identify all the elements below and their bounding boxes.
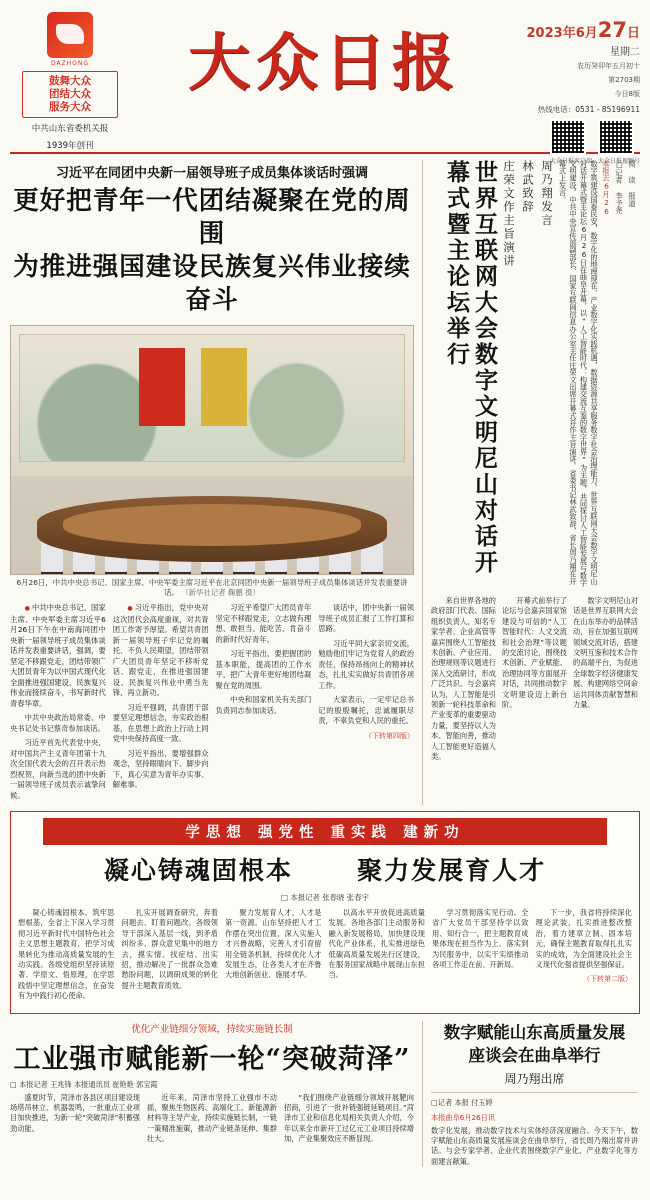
bottom-headline: 工业强市赋能新一轮“突破菏泽”: [13, 1043, 411, 1075]
slogan-box: [22, 71, 118, 118]
paragraph: 习近平希望广大团员青年坚定不移跟党走，立志做有理想、敢担当、能吃苦、肯奋斗的新时代好青年。: [215, 603, 312, 644]
paragraph: 盛夏时节，菏泽市各县区项目建设现场塔吊林立、机器轰鸣，一批重点工业项目加快推进，为新一轮“突破菏泽”积蓄强劲动能。: [10, 1092, 140, 1133]
paragraph: 数字文明尼山对话是世界互联网大会在山东举办的品牌活动，旨在加强互联网领域交流对话，搭建文明互鉴和技术合作的高端平台，为促进全球数字经济健康发展、构建网络空间命运共同体贡献智慧和力量。: [573, 596, 638, 710]
slogan-line-3: 服务大众: [49, 101, 91, 113]
masthead-center: [130, 8, 518, 100]
secondary-body-column-2: [502, 596, 567, 767]
secondary-body: [431, 596, 638, 767]
newspaper-logo-icon: [47, 12, 93, 58]
paragraph: 以高水平开放促进高质量发展。各地各部门主动服务和融入新发展格局，加快建设现代化产业体系，扎实推进绿色低碳高质量发展先行区建设，在服务国家战略中展现山东担当。: [328, 908, 425, 980]
paragraph: 开幕式前举行了论坛与会嘉宾国家馆建设与可信的“人工智能时代：人文交流和社会治理”等议题的交流讨论，围绕技术创新、产业赋能、治理协同等方面展开对话，共同推动数字文明建设迈上新台阶。: [502, 596, 567, 710]
secondary-credit-2: 阅 读 报道: [628, 160, 637, 207]
paper-title: 大众日报: [187, 26, 460, 99]
caption-source: （新华社记者 鞠鹏 摄）: [181, 588, 260, 597]
feature-headline: [18, 851, 632, 887]
masthead-org: 中共山东省委机关报: [31, 124, 109, 134]
feature-column-2: [122, 908, 219, 1006]
hotline-text: 热线电话：0531 - 85196911: [537, 105, 640, 114]
masthead-founded: 1939年创刊: [46, 141, 94, 151]
paragraph: 中央和国家机关有关部门负责同志参加谈话。: [215, 695, 312, 715]
bottom-column-3: [284, 1093, 414, 1147]
masthead-left: [10, 8, 130, 152]
qr-video-caption: 大众日报视频号: [597, 158, 640, 165]
paragraph: 学习贯彻落实见行动。全省广大党员干部坚持学以致用、知行合一，把主题教育成果体现在担当作为上、落实到为民服务中，以实干实绩推动各项工作走在前、开新局。: [432, 908, 529, 970]
secondary-body-column-1: [431, 596, 496, 767]
paragraph: ● 中共中央总书记、国家主席、中央军委主席习近平6月26日下午在中南海同团中央新一届领导班子成员集体谈话并发表重要讲话，强调，要坚定不移跟党走，团结带领广大团员青年为以中国式现代化全面推进强国建设、民族复兴伟业而接续奋斗，书写新时代青春华章。: [10, 603, 106, 709]
bottom-column-1: [10, 1093, 140, 1147]
paragraph: 习近平同大家亲切交流，勉励他们牢记为党育人的政治责任，保持昂扬向上的精神状态，扎扎实实做好共青团各项工作。: [318, 638, 414, 690]
issue-number: 第2703期: [608, 76, 640, 84]
feature-column-5: [432, 908, 529, 1006]
bottom-body: [10, 1093, 414, 1147]
bottom-column-2: [147, 1093, 277, 1147]
feature-column-1: [18, 908, 115, 1006]
page-count: 今日8版: [614, 90, 640, 98]
date-year-month: 2023年6月: [526, 26, 598, 41]
qr-app-caption: 大众日报客户端: [549, 158, 592, 165]
qr-code-video[interactable]: [598, 119, 640, 165]
publication-date: [518, 18, 640, 42]
slogan-line-2: 团结大众: [49, 88, 91, 100]
main-columns: [10, 160, 640, 805]
paragraph: 习近平指出，要增强群众观念，坚持眼睛向下、脚步向下，真心实意为青年办实事、解难事。: [112, 748, 209, 789]
bottom-right-headline-1: 数字赋能山东高质量发展: [443, 1022, 626, 1042]
bottom-byline: □ 本报记者 王兆锋 本报通讯员 崔艳艳 郭宝霞: [10, 1079, 158, 1089]
secondary-lead-text: 数字筑建设国泰民安，数字化的地理现在、产业数字化实践机遇，数据资源共享服务数字社会治理能力。世界互联网大会数字文明尼山对话开幕式暨主论坛6月26日在曲阜开幕，以“人工智能时代：构建交流互鉴的数字世界”为主题，共同探讨人工智能发展与数字文明建设。中共中央宣传部副部长、国家互联网信息办公室主任庄荣文出席开幕式并作主旨演讲。省委书记林武致辞，省长周乃翔在开幕式上发言。: [558, 160, 599, 587]
lead-body-column-3: [216, 603, 312, 805]
lead-body-column-4: [318, 603, 414, 805]
feature-column-4: [329, 908, 426, 1006]
lead-headline-line-1: 更好把青年一代团结凝聚在党的周围: [13, 186, 411, 249]
date-day: 27: [597, 18, 627, 42]
lead-body-column-2: [113, 603, 209, 805]
logo-romanized-label: DAZHONG: [50, 60, 90, 67]
vertical-headline-block: [431, 160, 638, 590]
bottom-right-body: 数字化发展，推动数字技术与实体经济深度融合。今天下午，数字赋能山东高质量发展座谈会在曲阜举行，省长周乃翔出席并讲话。与会专家学者、企业代表围绕数字产业化、产业数字化等方面建言献策。: [431, 1125, 638, 1166]
caption-text: 6月26日，中共中央总书记、国家主席、中央军委主席习近平在北京同团中央新一届领导班子成员集体谈话并发表重要讲话。: [16, 578, 408, 597]
paragraph: 扎实开展调查研究，奔着问题去、盯着问题改。各级领导干部深入基层一线，到矛盾纠纷多、群众意见集中的地方去，摸实情、找症结、出实招，推动解决了一批群众急难愁盼问题，以调研成果的转化提升主题教育质效。: [121, 908, 218, 990]
paragraph: 习近平指出，要把握团的基本职能，提高团的工作水平，把广大青年更好地团结凝聚在党的周围。: [215, 649, 312, 690]
paragraph: 聚力发展育人才，人才是第一资源。山东坚持把人才工作摆在突出位置，深入实施人才兴鲁战略，完善人才引育留用全链条机制，持续优化人才发展生态，让各类人才在齐鲁大地创新创业、施展才华。: [225, 908, 322, 980]
secondary-headline: 世界互联网大会数字文明尼山对话开幕式暨主论坛举行: [443, 160, 498, 576]
paragraph: 凝心铸魂固根本、筑牢思想根基，全省上下深入学习贯彻习近平新时代中国特色社会主义思想主题教育，把学习成果转化为推动高质量发展的生动实践。各级党组织坚持读原著、学原文、悟原理，在学思践悟中坚定理想信念，在奋发有为中践行初心使命。: [18, 908, 115, 1001]
paragraph: 中共中央政治局常委、中央书记处书记蔡奇参加谈话。: [10, 713, 106, 733]
lead-photo-caption: [10, 578, 414, 598]
paragraph: 习近平强调，共青团干部要坚定理想信念，夯实政治根基，在思想上政治上行动上同党中央保持高度一致。: [112, 702, 209, 743]
secondary-credit-1: □记者 李予尧: [615, 160, 624, 214]
lead-kicker: 习近平在同团中央新一届领导班子成员集体谈话时强调: [55, 166, 368, 181]
feature-article: [10, 811, 640, 1014]
lead-continuation-label: （下转第四版）: [365, 731, 414, 740]
feature-column-3: [225, 908, 322, 1006]
paragraph: 下一步，我省将持续深化理论武装，扎实推进整改整治，着力建章立制、固本培元，确保主题教育取得扎扎实实的成效，为全面建设社会主义现代化强省提供坚强保证。: [535, 908, 632, 970]
bottom-right-divider: [431, 1092, 638, 1093]
masthead-right: [518, 8, 640, 165]
paragraph: ● 习近平指出，党中央对这次团代会高度重视，对共青团工作寄予厚望。希望共青团新一届领导班子牢记党的嘱托、不负人民期望，团结带领广大团员青年坚定不移听党话、跟党走，在推进强国建设、民族复兴伟业中勇当先锋、再立新功。: [113, 603, 209, 699]
secondary-body-column-3: [573, 596, 638, 767]
paragraph: 习近平首先代表党中央，对中国共产主义青年团第十九次全国代表大会的召开表示热烈祝贺，向新当选的团中央新一届领导班子成员表示诚挚问候。: [10, 738, 106, 800]
lead-story: [10, 160, 414, 805]
bottom-right-date-note: 本报曲阜6月26日讯: [431, 1112, 496, 1122]
slogan-line-1: 鼓舞大众: [49, 75, 91, 87]
qr-code-app[interactable]: [550, 119, 592, 165]
feature-body: [18, 908, 632, 1006]
lead-photo: [10, 325, 414, 575]
lead-body-column-1: [10, 603, 106, 805]
paragraph: 大家表示，一定牢记总书记的殷殷嘱托，忠诚履职尽责，不辜负党和人民的重托。: [318, 695, 414, 725]
bottom-section: [10, 1021, 640, 1167]
weekday-label: 星期二: [610, 47, 640, 58]
paragraph: 谈话中，团中央新一届领导班子成员汇报了工作打算和思路。: [318, 603, 414, 633]
feature-banner: 学思想 强党性 重实践 建新功: [43, 818, 608, 845]
feature-continuation-label: （下转第二版）: [583, 975, 632, 984]
feature-headline-left: 凝心铸魂固根本: [103, 856, 293, 885]
feature-headline-right: 聚力发展育人才: [357, 856, 547, 885]
lead-body: [10, 603, 414, 805]
feature-byline: □ 本报记者 张春晓 张春宇: [281, 893, 369, 902]
paragraph: 近年来，菏泽市坚持工业强市不动摇，聚焦生物医药、高端化工、新能源新材料等主导产业，持续实施链长制，一链一策精准施策，推动产业链条延伸、集群壮大。: [147, 1092, 277, 1143]
date-suffix: 日: [626, 26, 640, 41]
lunar-date: 农历癸卯年五月初十: [577, 62, 640, 70]
bottom-right-story: [422, 1021, 638, 1167]
secondary-story: [422, 160, 638, 805]
secondary-subhead-1: 庄荣文作主旨演讲: [502, 160, 516, 268]
bottom-left-story: [10, 1021, 414, 1167]
secondary-subhead-2: 林武致辞: [521, 160, 535, 214]
secondary-subhead-3: 周乃翔发言: [540, 160, 554, 228]
masthead: [10, 8, 640, 165]
paragraph: “我们围绕产业链细分领域开展靶向招商，引进了一批补链强链延链项目。”菏泽市工业和信息化局相关负责人介绍，今年以来全市新开工过亿元工业项目持续增加，产业集聚效应不断显现。: [284, 1092, 414, 1143]
secondary-date-note: 本报去6月26: [602, 160, 611, 216]
feature-column-6: [536, 908, 633, 1006]
bottom-right-byline: □记者 本报 付玉婷: [431, 1097, 493, 1107]
bottom-right-headline-2: 座谈会在曲阜举行: [468, 1045, 601, 1065]
bottom-right-subline: 周乃翔出席: [504, 1071, 565, 1086]
paragraph: 来自世界各地的政府部门代表、国际组织负责人、知名专家学者、企业高管等嘉宾围绕人工智能技术创新、产业应用、治理规则等议题进行深入交流研讨，形成广泛共识。与会嘉宾认为，人工智能是引领新一轮科技革命和产业变革的重要驱动力量，要坚持以人为本、智能向善，推动人工智能更好造福人类。: [431, 596, 496, 762]
bottom-kicker: 优化产业链细分领域，持续实施链长制: [131, 1023, 293, 1035]
lead-headline-line-2: 为推进强国建设民族复兴伟业接续奋斗: [13, 252, 411, 315]
